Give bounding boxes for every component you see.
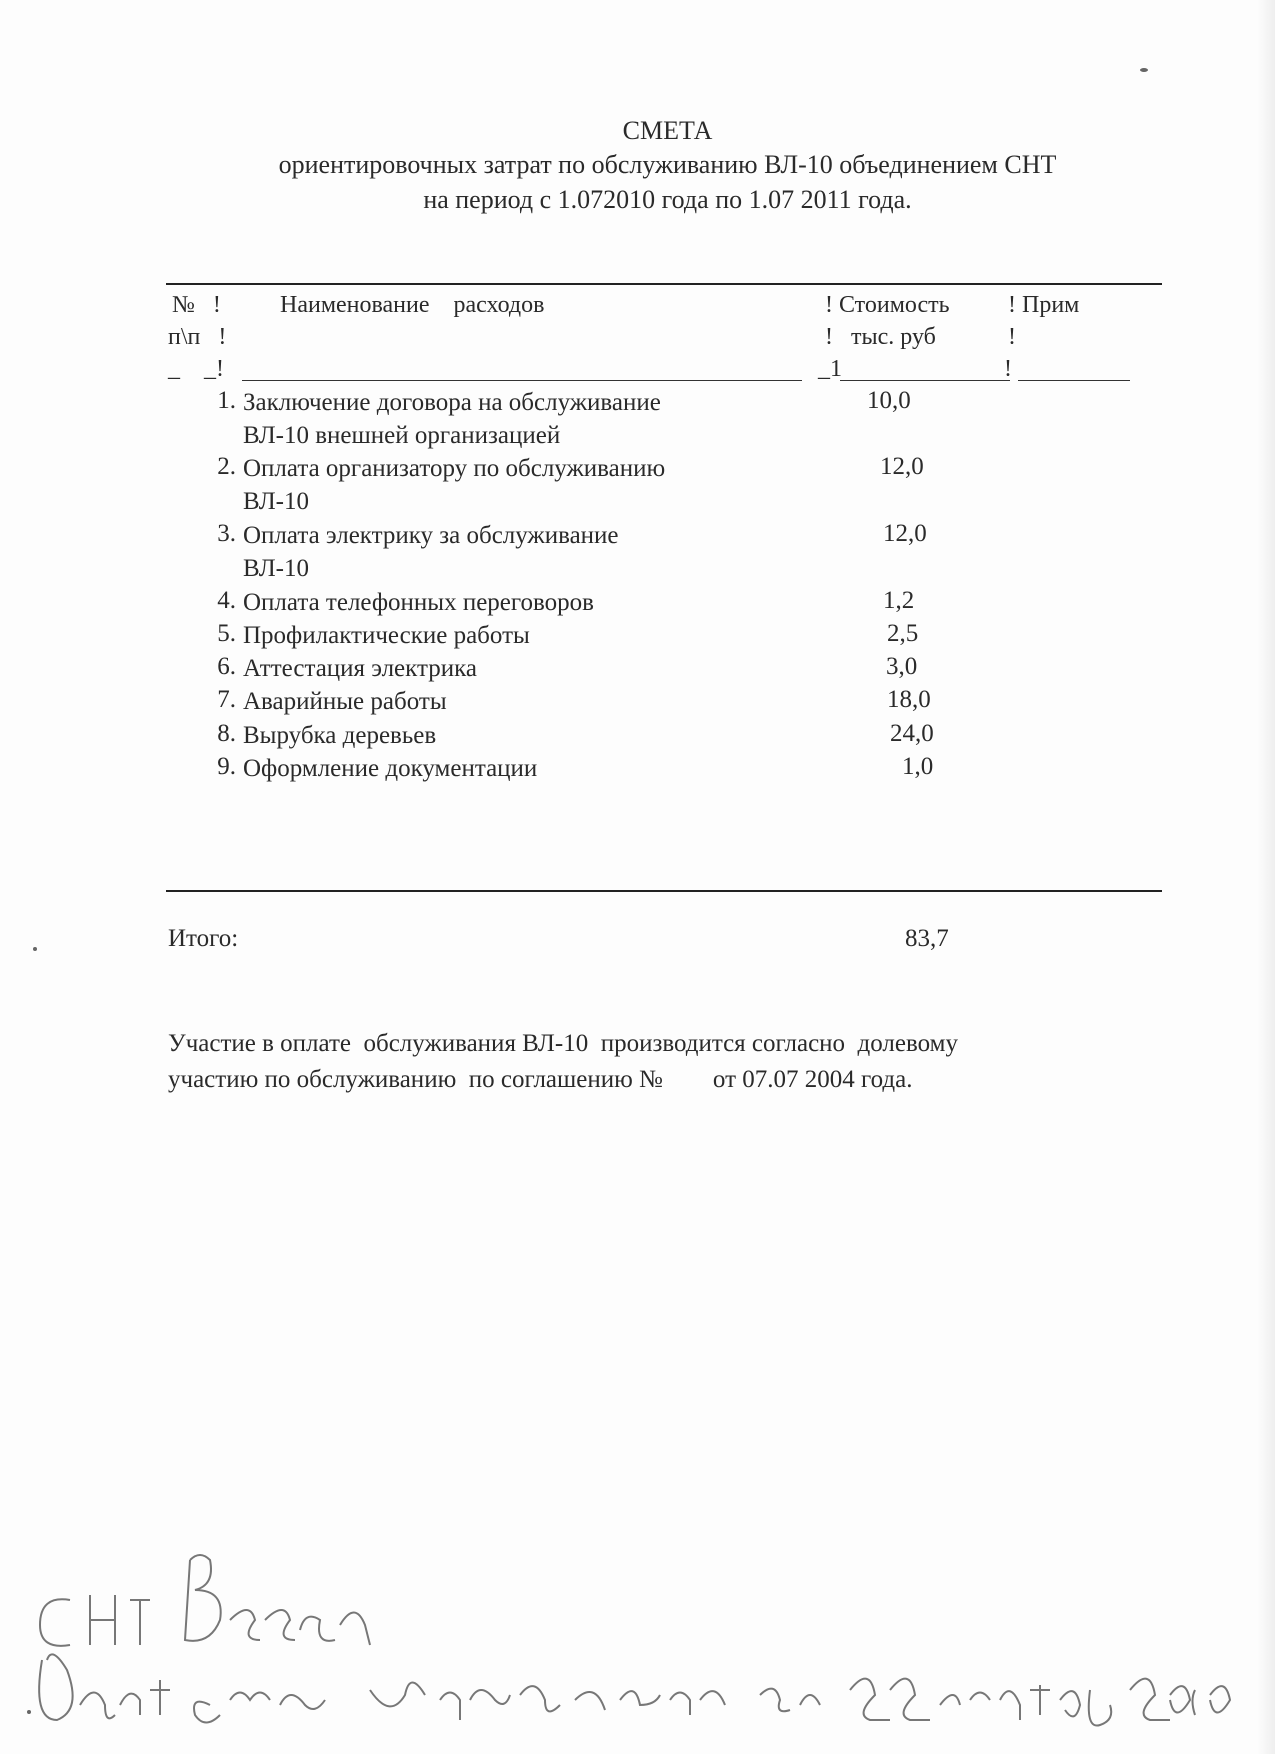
row-cost: 1,2 <box>883 587 915 614</box>
header-note-line3: ! <box>1004 356 1012 382</box>
note-line1: Участие в оплате обслуживания ВЛ-10 производится согласно долевому <box>168 1030 958 1057</box>
row-number: 1. <box>217 387 236 414</box>
row-cost: 12,0 <box>883 520 927 547</box>
handwritten-annotation <box>30 1540 1250 1740</box>
row-cost: 18,0 <box>887 686 931 713</box>
header-name: Наименование расходов <box>280 292 545 318</box>
header-cost-line3: _1 <box>818 356 842 382</box>
row-name: Аварийные работы <box>243 688 447 715</box>
participation-note <box>168 1026 1128 1098</box>
table-top-rule <box>166 283 1162 285</box>
header-num-line2: п\п ! <box>168 324 227 350</box>
document-title: СМЕТА <box>622 116 713 145</box>
row-name: Оформление документации <box>243 755 538 782</box>
page-edge-shadow <box>1257 0 1275 1754</box>
header-note-underline <box>1018 380 1130 381</box>
row-number: 4. <box>217 587 236 614</box>
row-cost: 3,0 <box>886 653 918 680</box>
speck <box>33 947 37 951</box>
row-number: 7. <box>217 686 236 713</box>
row-number: 3. <box>217 520 236 547</box>
row-number: 2. <box>217 453 236 480</box>
document-subtitle-line1: ориентировочных затрат по обслуживанию ВЛ-10 объединением СНТ <box>278 150 1057 179</box>
row-cost: 10,0 <box>867 387 911 414</box>
table-bottom-rule <box>166 890 1162 892</box>
row-cost: 1,0 <box>902 753 934 780</box>
row-number: 5. <box>217 620 236 647</box>
header-note-line2: ! <box>1008 324 1016 350</box>
row-name: Аттестация электрика <box>243 655 477 682</box>
speck <box>1140 68 1148 72</box>
row-number: 9. <box>217 753 236 780</box>
document-subtitle-line2: на период с 1.072010 года по 1.07 2011 года. <box>423 185 912 214</box>
row-cost: 12,0 <box>880 453 924 480</box>
row-name: Оплата электрику за обслуживание ВЛ-10 <box>243 522 619 582</box>
header-note-line1: ! Прим <box>1008 292 1080 318</box>
row-name: Оплата организатору по обслуживанию ВЛ-10 <box>243 455 666 515</box>
total-label: Итого: <box>168 925 239 952</box>
row-name: Профилактические работы <box>243 622 530 649</box>
header-cost-underline <box>840 380 1010 381</box>
row-name: Оплата телефонных переговоров <box>243 589 594 616</box>
row-number: 6. <box>217 653 236 680</box>
header-cost-line1: ! Стоимость <box>825 292 950 318</box>
row-name: Заключение договора на обслуживание ВЛ-10 внешней организацией <box>243 389 661 449</box>
header-cost-line2: ! тыс. руб <box>825 324 936 350</box>
total-value: 83,7 <box>905 925 949 952</box>
note-line2: участию по обслуживанию по соглашению № от 07.07 2004 года. <box>168 1066 913 1093</box>
speck <box>27 1710 31 1714</box>
header-num-line3: _ _! <box>168 356 224 382</box>
row-number: 8. <box>217 720 236 747</box>
row-cost: 2,5 <box>887 620 919 647</box>
header-name-underline <box>242 380 802 381</box>
header-num-line1: № ! <box>172 292 221 318</box>
row-name: Вырубка деревьев <box>243 722 437 749</box>
row-cost: 24,0 <box>890 720 934 747</box>
